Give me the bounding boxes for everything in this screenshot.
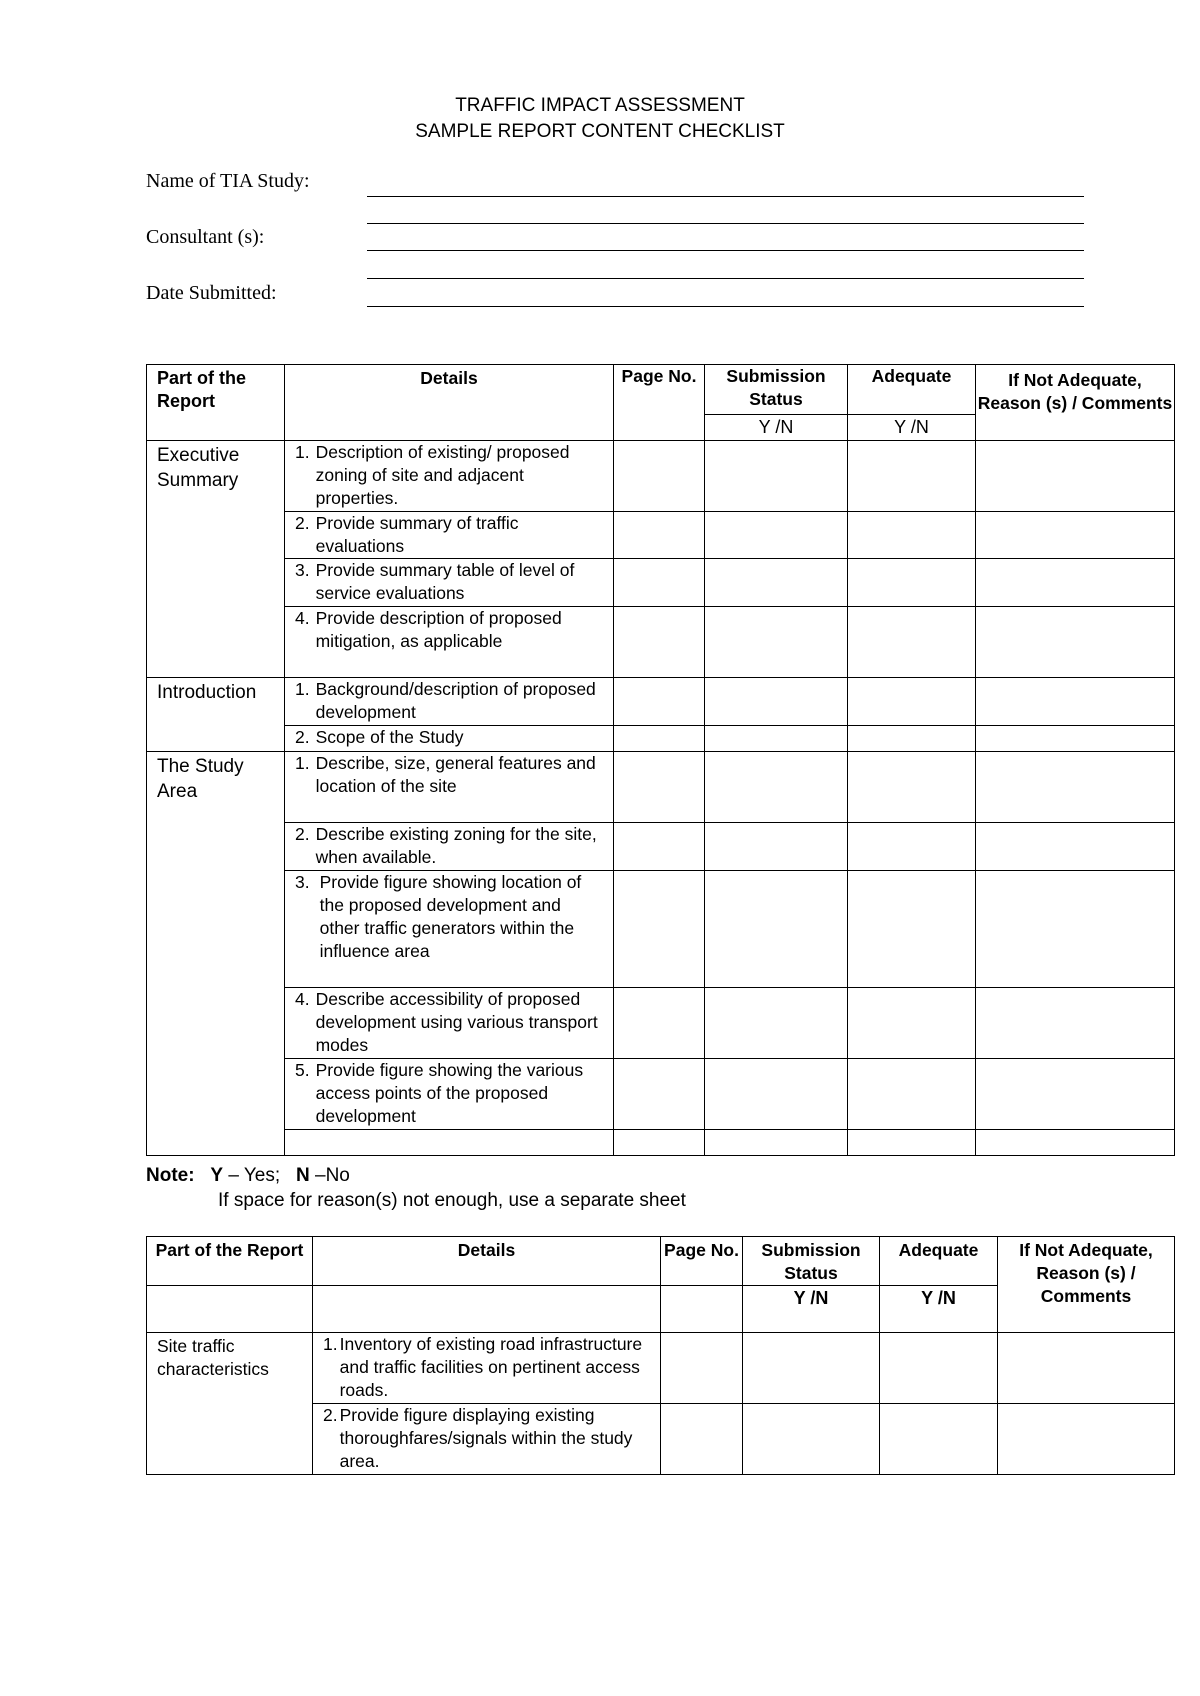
comments-cell[interactable] <box>976 988 1175 1059</box>
header-page-no: Page No. <box>614 365 705 441</box>
table-row-empty <box>147 1130 1175 1156</box>
adequate-cell[interactable] <box>848 559 976 607</box>
submission-cell[interactable] <box>705 678 848 726</box>
comments-cell[interactable] <box>976 559 1175 607</box>
header-adequate: Adequate <box>880 1237 998 1286</box>
page-no-cell[interactable] <box>614 678 705 726</box>
adequate-yn-label: Y /N <box>848 415 976 441</box>
adequate-cell[interactable] <box>848 607 976 678</box>
document-title-line2: SAMPLE REPORT CONTENT CHECKLIST <box>415 121 785 142</box>
submission-cell[interactable] <box>705 512 848 559</box>
submission-cell[interactable] <box>705 752 848 823</box>
submission-cell[interactable] <box>705 988 848 1059</box>
note-n-key: N <box>296 1165 310 1186</box>
note-n-text: –No <box>315 1165 350 1186</box>
header-details: Details <box>313 1237 661 1286</box>
page-no-cell[interactable] <box>614 871 705 988</box>
page-no-cell[interactable] <box>661 1333 743 1404</box>
submission-yn-label: Y /N <box>705 415 848 441</box>
checklist-table-1 <box>146 364 1175 1156</box>
submission-cell[interactable] <box>705 871 848 988</box>
tia-study-name-line[interactable] <box>367 196 1084 197</box>
header-blank-part <box>147 1286 313 1333</box>
submission-cell[interactable] <box>705 823 848 871</box>
page-no-cell[interactable] <box>614 823 705 871</box>
submission-cell[interactable] <box>705 1059 848 1130</box>
detail-cell: 5. Provide figure showing the various access points of the proposed development <box>285 1059 614 1130</box>
checklist-table-2 <box>146 1236 1175 1475</box>
table-row <box>147 441 1175 512</box>
table-row <box>147 823 1175 871</box>
header-comments: If Not Adequate, Reason (s) / Comments <box>976 365 1175 441</box>
page-no-cell[interactable] <box>614 726 705 752</box>
submission-cell[interactable] <box>705 607 848 678</box>
submission-cell[interactable] <box>743 1404 880 1475</box>
page-no-cell[interactable] <box>614 1059 705 1130</box>
page-no-cell[interactable] <box>614 607 705 678</box>
adequate-yn-label: Y /N <box>880 1286 998 1333</box>
part-introduction: Introduction <box>147 678 285 752</box>
comments-cell[interactable] <box>998 1404 1175 1475</box>
note-y-key: Y <box>210 1165 224 1186</box>
table-row <box>147 726 1175 752</box>
document-title-line1: TRAFFIC IMPACT ASSESSMENT <box>455 95 745 116</box>
note-line <box>146 1163 350 1189</box>
note-label: Note: <box>146 1165 195 1186</box>
page-no-cell[interactable] <box>614 752 705 823</box>
header-adequate: Adequate <box>848 365 976 415</box>
adequate-cell[interactable] <box>880 1404 998 1475</box>
note-y-text: – Yes; <box>228 1165 281 1186</box>
consultant-label: Consultant (s): <box>146 226 265 248</box>
comments-cell[interactable] <box>976 823 1175 871</box>
detail-cell: 3. Provide summary table of level of service evaluations <box>285 559 614 607</box>
submission-cell[interactable] <box>705 1130 848 1156</box>
page-no-cell[interactable] <box>661 1404 743 1475</box>
adequate-cell[interactable] <box>848 871 976 988</box>
comments-cell[interactable] <box>976 726 1175 752</box>
table-row <box>147 871 1175 988</box>
adequate-cell[interactable] <box>848 988 976 1059</box>
detail-cell: 1. Describe, size, general features and location of the site <box>285 752 614 823</box>
header-page-no: Page No. <box>661 1237 743 1286</box>
adequate-cell[interactable] <box>848 1130 976 1156</box>
note-separate-sheet: If space for reason(s) not enough, use a separate sheet <box>218 1190 686 1211</box>
header-blank-page <box>661 1286 743 1333</box>
page-no-cell[interactable] <box>614 988 705 1059</box>
table-row <box>147 512 1175 559</box>
tia-study-name-line-2[interactable] <box>367 223 1084 224</box>
header-part: Part of the Report <box>147 365 285 441</box>
detail-cell: 2. Scope of the Study <box>285 726 614 752</box>
comments-cell[interactable] <box>998 1333 1175 1404</box>
adequate-cell[interactable] <box>848 726 976 752</box>
adequate-cell[interactable] <box>848 1059 976 1130</box>
table-row <box>147 1059 1175 1130</box>
part-study-area: The Study Area <box>147 752 285 1156</box>
adequate-cell[interactable] <box>880 1333 998 1404</box>
submission-cell[interactable] <box>705 441 848 512</box>
table-row <box>147 988 1175 1059</box>
table-row <box>147 1333 1175 1404</box>
detail-cell: 1. Background/description of proposed development <box>285 678 614 726</box>
table-row <box>147 607 1175 678</box>
detail-cell: 4. Provide description of proposed mitigation, as applicable <box>285 607 614 678</box>
adequate-cell[interactable] <box>848 441 976 512</box>
page-no-cell[interactable] <box>614 512 705 559</box>
page-no-cell[interactable] <box>614 441 705 512</box>
consultant-line[interactable] <box>367 250 1084 251</box>
table-row <box>147 678 1175 726</box>
header-submission-status: Submission Status <box>743 1237 880 1286</box>
tia-study-name-label: Name of TIA Study: <box>146 170 310 192</box>
adequate-cell[interactable] <box>848 678 976 726</box>
adequate-cell[interactable] <box>848 512 976 559</box>
detail-cell: 3. Provide figure showing location of the proposed development and other traffic generators within the influence area <box>285 871 614 988</box>
detail-cell: 4. Describe accessibility of proposed development using various transport modes <box>285 988 614 1059</box>
part-site-traffic: Site traffic characteristics <box>147 1333 313 1475</box>
table-row <box>147 559 1175 607</box>
detail-cell: 1. Inventory of existing road infrastructure and traffic facilities on pertinent access roads. <box>313 1333 661 1404</box>
comments-cell[interactable] <box>976 441 1175 512</box>
comments-cell[interactable] <box>976 752 1175 823</box>
detail-cell: 1. Description of existing/ proposed zoning of site and adjacent properties. <box>285 441 614 512</box>
header-part: Part of the Report <box>147 1237 313 1286</box>
table-row <box>147 752 1175 823</box>
submission-cell[interactable] <box>743 1333 880 1404</box>
submission-cell[interactable] <box>705 559 848 607</box>
detail-cell: 2. Provide figure displaying existing thoroughfares/signals within the study area. <box>313 1404 661 1475</box>
comments-cell[interactable] <box>976 1130 1175 1156</box>
page-no-cell[interactable] <box>614 1130 705 1156</box>
adequate-cell[interactable] <box>848 823 976 871</box>
comments-cell[interactable] <box>976 678 1175 726</box>
detail-cell: 2. Describe existing zoning for the site, when available. <box>285 823 614 871</box>
header-comments: If Not Adequate, Reason (s) / Comments <box>998 1237 1175 1333</box>
page-no-cell[interactable] <box>614 559 705 607</box>
comments-cell[interactable] <box>976 871 1175 988</box>
detail-cell: 2. Provide summary of traffic evaluations <box>285 512 614 559</box>
date-submitted-line[interactable] <box>367 306 1084 307</box>
part-executive-summary: Executive Summary <box>147 441 285 678</box>
date-submitted-label: Date Submitted: <box>146 282 277 304</box>
comments-cell[interactable] <box>976 1059 1175 1130</box>
detail-cell-empty[interactable] <box>285 1130 614 1156</box>
comments-cell[interactable] <box>976 607 1175 678</box>
header-blank-details <box>313 1286 661 1333</box>
header-submission-status: Submission Status <box>705 365 848 415</box>
header-details: Details <box>285 365 614 441</box>
comments-cell[interactable] <box>976 512 1175 559</box>
consultant-line-2[interactable] <box>367 278 1084 279</box>
submission-cell[interactable] <box>705 726 848 752</box>
submission-yn-label: Y /N <box>743 1286 880 1333</box>
adequate-cell[interactable] <box>848 752 976 823</box>
